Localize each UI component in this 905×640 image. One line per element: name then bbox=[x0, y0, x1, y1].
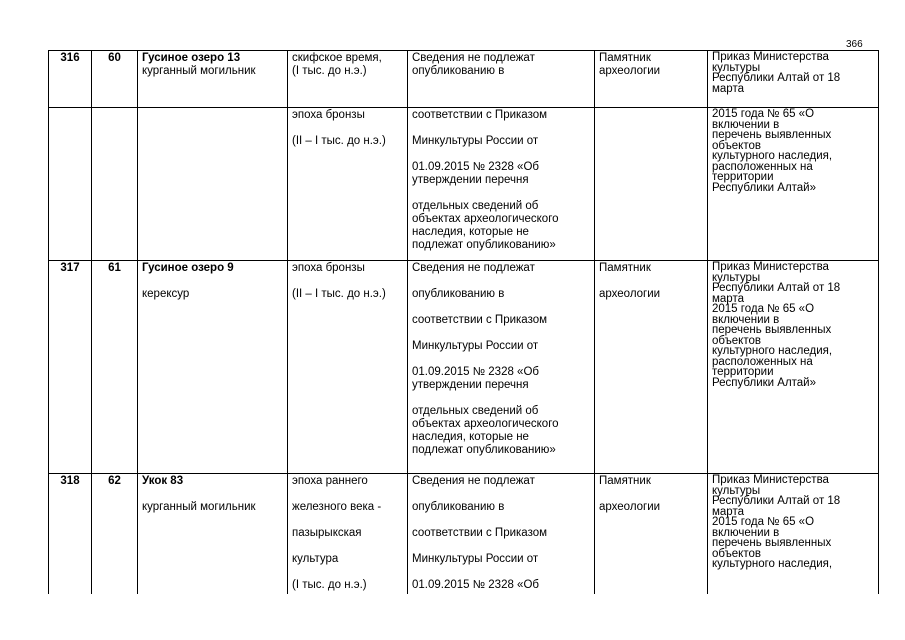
doc-line: объектов bbox=[712, 334, 761, 347]
dating-line: (II – I тыс. до н.э.) bbox=[292, 288, 386, 300]
info-line: наследия, которые не bbox=[412, 226, 529, 238]
info-line: Сведения не подлежат bbox=[412, 262, 535, 274]
info-line: отдельных сведений об bbox=[412, 405, 539, 417]
doc-line: 2015 года № 65 «О bbox=[712, 516, 815, 528]
row-number: 316 bbox=[49, 51, 92, 108]
info-line: соответствии с Приказом bbox=[412, 109, 548, 121]
dating-line: эпоха бронзы bbox=[292, 109, 365, 121]
table-row bbox=[49, 474, 879, 594]
info-line: Минкультуры России от bbox=[412, 135, 539, 147]
object-name-cell bbox=[138, 51, 288, 108]
dating-line: железного века - bbox=[292, 501, 382, 513]
object-name: Гусиное озеро 9 bbox=[142, 262, 234, 274]
doc-line: включении в bbox=[712, 526, 780, 539]
doc-line: марта bbox=[712, 82, 744, 95]
doc-line: Приказ Министерства bbox=[712, 261, 829, 273]
doc-line: культурного наследия, bbox=[712, 345, 833, 357]
document-cell bbox=[708, 51, 879, 108]
category: Памятник археологии bbox=[599, 52, 661, 77]
category-line: Памятник bbox=[599, 475, 651, 487]
doc-line: марта bbox=[712, 505, 744, 518]
info-line: 01.09.2015 № 2328 «Об bbox=[412, 579, 539, 591]
object-type: керексур bbox=[142, 288, 190, 300]
info-line: 01.09.2015 № 2328 «Об bbox=[412, 366, 539, 378]
info-line: подлежат опубликованию» bbox=[412, 444, 556, 456]
doc-line: культурного наследия, bbox=[712, 558, 833, 570]
row-index: 60 bbox=[92, 51, 138, 108]
table-row bbox=[49, 261, 879, 474]
document-cell bbox=[708, 261, 879, 474]
heritage-registry-table bbox=[48, 50, 879, 594]
row-number: 318 bbox=[49, 474, 92, 594]
doc-line: Приказ Министерства bbox=[712, 51, 829, 63]
dating-cell bbox=[288, 108, 408, 261]
category-line: археологии bbox=[599, 501, 661, 513]
row-number: 317 bbox=[49, 261, 92, 474]
info-line: утверждении перечня bbox=[412, 174, 529, 186]
info-line: утверждении перечня bbox=[412, 379, 529, 391]
row-index: 61 bbox=[92, 261, 138, 474]
doc-line: расположенных на bbox=[712, 160, 813, 173]
doc-line: Республики Алтай от 18 bbox=[712, 282, 841, 294]
info-line: объектах археологического bbox=[412, 418, 559, 430]
category-cell bbox=[595, 474, 708, 594]
table-row bbox=[49, 51, 879, 108]
dating-line: пазырыкская bbox=[292, 527, 362, 539]
doc-line: Республики Алтай от 18 bbox=[712, 72, 841, 84]
doc-line: включении в bbox=[712, 118, 780, 131]
doc-line: объектов bbox=[712, 547, 761, 560]
doc-line: расположенных на bbox=[712, 355, 813, 368]
doc-line: культурного наследия, bbox=[712, 150, 833, 162]
location-info-cell bbox=[408, 51, 595, 108]
object-name-cell bbox=[138, 474, 288, 594]
category-cell bbox=[595, 261, 708, 474]
doc-line: Республики Алтай» bbox=[712, 376, 817, 389]
info-line: 01.09.2015 № 2328 «Об bbox=[412, 161, 539, 173]
doc-line: культуры bbox=[712, 484, 761, 497]
doc-line: перечень выявленных bbox=[712, 324, 832, 336]
category-line: Памятник bbox=[599, 262, 651, 274]
object-type: курганный могильник bbox=[142, 501, 256, 513]
info-line: Сведения не подлежат bbox=[412, 52, 535, 64]
document-cell bbox=[708, 474, 879, 594]
doc-line: 2015 года № 65 «О bbox=[712, 108, 815, 120]
dating-cell bbox=[288, 261, 408, 474]
doc-line: 2015 года № 65 «О bbox=[712, 303, 815, 315]
info-line: подлежат опубликованию» bbox=[412, 239, 556, 251]
dating-line: эпоха раннего bbox=[292, 475, 368, 487]
doc-line: культуры bbox=[712, 61, 761, 74]
doc-line: Республики Алтай от 18 bbox=[712, 495, 841, 507]
dating-line: (I тыс. до н.э.) bbox=[292, 579, 367, 591]
info-line: опубликованию в bbox=[412, 288, 505, 300]
info-line: объектах археологического bbox=[412, 213, 559, 225]
row-index: 62 bbox=[92, 474, 138, 594]
info-line: соответствии с Приказом bbox=[412, 314, 548, 326]
info-line: Сведения не подлежат bbox=[412, 475, 535, 487]
doc-line: культуры bbox=[712, 271, 761, 284]
info-line: отдельных сведений об bbox=[412, 200, 539, 212]
info-line: опубликованию в bbox=[412, 501, 505, 513]
doc-line: Приказ Министерства bbox=[712, 474, 829, 486]
dating-line: культура bbox=[292, 553, 339, 565]
location-info-cell bbox=[408, 261, 595, 474]
doc-line: объектов bbox=[712, 139, 761, 152]
location-info-cell bbox=[408, 108, 595, 261]
doc-line: территории bbox=[712, 171, 774, 183]
document-cell bbox=[708, 108, 879, 261]
category-line: археологии bbox=[599, 288, 661, 300]
object-type: курганный могильник bbox=[142, 65, 256, 77]
info-line: наследия, которые не bbox=[412, 431, 529, 443]
doc-line: перечень выявленных bbox=[712, 537, 832, 549]
table-row bbox=[49, 108, 879, 261]
dating-line: скифское время, bbox=[292, 52, 382, 64]
doc-line: включении в bbox=[712, 313, 780, 326]
doc-line: марта bbox=[712, 292, 744, 305]
dating-line: (I тыс. до н.э.) bbox=[292, 65, 367, 77]
location-info-cell bbox=[408, 474, 595, 594]
object-name: Укок 83 bbox=[142, 475, 184, 487]
doc-line: перечень выявленных bbox=[712, 129, 832, 141]
dating-line: эпоха бронзы bbox=[292, 262, 365, 274]
dating-cell bbox=[288, 474, 408, 594]
info-line: Минкультуры России от bbox=[412, 553, 539, 565]
info-line: Минкультуры России от bbox=[412, 340, 539, 352]
category-cell bbox=[595, 51, 708, 108]
object-name-cell bbox=[138, 261, 288, 474]
page-number: 366 bbox=[846, 39, 863, 50]
info-line: опубликованию в bbox=[412, 65, 505, 77]
doc-line: Республики Алтай» bbox=[712, 181, 817, 194]
dating-cell bbox=[288, 51, 408, 108]
object-name: Гусиное озеро 13 bbox=[142, 52, 241, 64]
doc-line: территории bbox=[712, 366, 774, 378]
info-line: соответствии с Приказом bbox=[412, 527, 548, 539]
dating-line: (II – I тыс. до н.э.) bbox=[292, 135, 386, 147]
